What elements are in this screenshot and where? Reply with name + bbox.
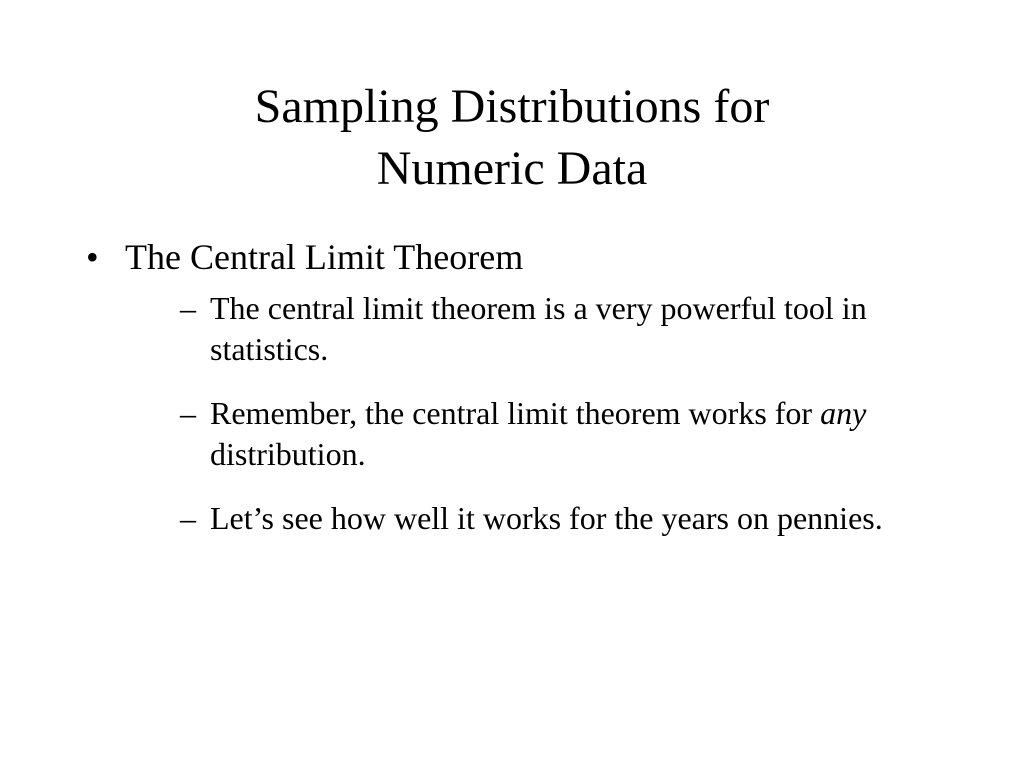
- sub-bullet-text: Let’s see how well it works for the years on pennies.: [210, 500, 883, 536]
- sub-bullet-powerful-tool: [164, 288, 966, 370]
- dash-bullet-icon: –: [180, 290, 196, 326]
- sub-bullet-any-distribution: [164, 393, 966, 475]
- sub-bullet-list: [125, 288, 966, 539]
- title-line-2: Numeric Data: [376, 142, 648, 195]
- dash-bullet-icon: –: [180, 500, 196, 536]
- bullet-central-limit-theorem: [86, 232, 966, 539]
- title-line-1: Sampling Distributions for: [254, 80, 770, 133]
- sub-bullet-text-post: distribution.: [210, 436, 366, 472]
- sub-bullet-text: The central limit theorem is a very powerful tool in statistics.: [210, 290, 867, 367]
- sub-bullet-pennies: [164, 498, 966, 539]
- emphasis-any: any: [820, 395, 867, 431]
- bullet-text: The Central Limit Theorem: [125, 237, 524, 277]
- dash-bullet-icon: –: [180, 395, 196, 431]
- bullet-list: [86, 232, 966, 562]
- slide-title: [0, 76, 1024, 200]
- sub-bullet-text: [210, 395, 866, 472]
- sub-bullet-text-pre: Remember, the central limit theorem works for: [210, 395, 821, 431]
- bullet-dot-icon: •: [86, 237, 99, 277]
